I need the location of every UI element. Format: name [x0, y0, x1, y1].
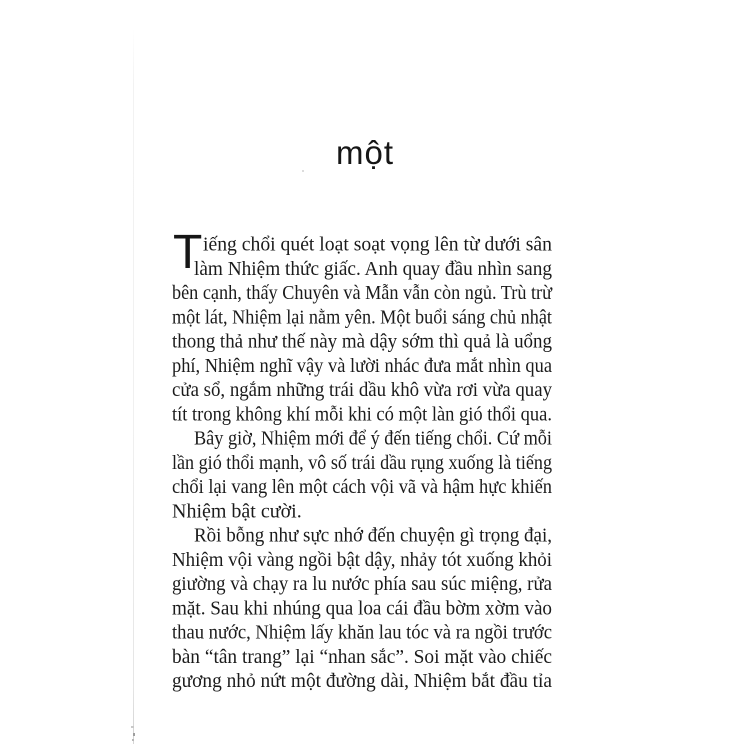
scan-speck [131, 726, 134, 728]
text-line: một lát, Nhiệm lại nằm yên. Một buổi sáng chủ nhật [172, 306, 553, 329]
text-line: thau nước, Nhiệm lấy khăn lau tóc và ra ngồi trước [172, 621, 553, 644]
text-line: Nhiệm vội vàng ngồi bật dậy, nhảy tót xuống khỏi [172, 548, 553, 571]
text-line: lần gió thổi mạnh, vô số trái dầu rụng xuống là tiếng [172, 451, 552, 474]
scan-speck [133, 733, 135, 736]
text-line: phí, Nhiệm nghĩ vậy và lười nhác đưa mắt nhìn qua [172, 354, 553, 377]
chapter-title: một [335, 134, 394, 171]
text-line: cửa sổ, ngắm những trái dầu khô vừa rơi vừa quay [172, 379, 552, 401]
text-line: làm Nhiệm thức giấc. Anh quay đầu nhìn sang [194, 257, 552, 280]
page-gutter-scan-line [133, 28, 134, 744]
text-line: bàn “tân trang” lại “nhan sắc”. Soi mặt vào chiếc [172, 645, 553, 668]
text-line: giường và chạy ra lu nước phía sau súc miệng, rửa [172, 573, 553, 595]
dropcap-letter: T [173, 226, 203, 279]
text-line: Rồi bỗng như sực nhớ đến chuyện gì trọng đại, [194, 524, 552, 547]
text-line: gương nhỏ nứt một đường dài, Nhiệm bắt đầu tỉa [172, 670, 553, 692]
text-line: bên cạnh, thấy Chuyên và Mẫn vẫn còn ngủ. Trù trừ [172, 282, 554, 304]
body-text-svg [172, 226, 558, 710]
text-line: Bây giờ, Nhiệm mới để ý đến tiếng chổi. Cứ mỗi [194, 427, 553, 450]
text-line: iếng chổi quét loạt soạt vọng lên từ dưới sân [203, 233, 552, 256]
text-line: tít trong không khí mỗi khi có một làn gió thổi qua. [172, 403, 552, 426]
text-line: mặt. Sau khi nhúng qua loa cái đầu bờm xờm vào [172, 597, 552, 620]
text-line: Nhiệm bật cười. [172, 500, 302, 523]
scan-speck [132, 739, 134, 741]
text-line: chổi lại vang lên một cách vội vã và hậm hực khiến [172, 476, 552, 498]
text-line: thong thả như thế này mà dậy sớm thì quả là uổng [172, 330, 552, 353]
